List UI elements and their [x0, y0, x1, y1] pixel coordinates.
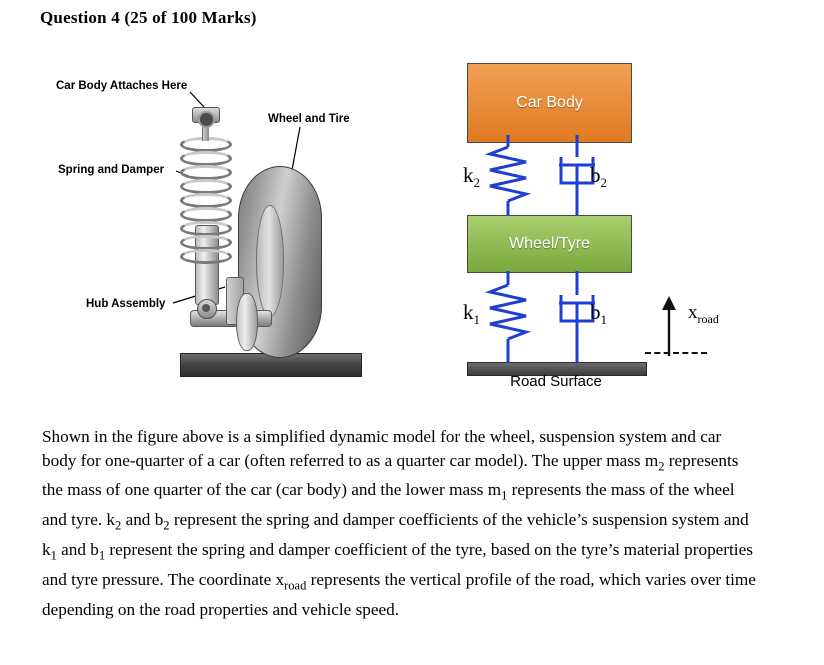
coil-spring: [180, 137, 232, 269]
para-sub-6: 1: [98, 548, 106, 563]
para-part-2: represents the mass of one quarter of the car (car body) and the lower mass m: [42, 450, 739, 500]
para-part-7: represent the spring and damper coefficient of the tyre, based on the tyre’s material properties and tyre pressure. The coordinate x: [42, 540, 753, 590]
label-spring-and-damper: Spring and Damper: [58, 164, 165, 176]
para-part-1: Shown in the figure above is a simplified dynamic model for the wheel, suspension system and car body for one-quarter of a car (often referred to as a quarter car model). The upper mass m: [42, 427, 722, 470]
block-car-body: [467, 63, 632, 143]
road-surface-label: Road Surface: [510, 373, 602, 390]
spring-k2: [490, 135, 526, 215]
para-sub-7: road: [284, 578, 307, 593]
suspension-illustration: [40, 55, 410, 395]
symbol-k1: $k_1$: [463, 300, 480, 328]
page-title: Question 4 (25 of 100 Marks): [40, 8, 257, 27]
lumped-mass-schematic: [440, 55, 780, 395]
label-hub-assembly: Hub Assembly: [86, 298, 166, 310]
para-sub-3: 2: [115, 518, 122, 533]
para-sub-2: 1: [501, 488, 508, 503]
para-part-4: and b: [121, 510, 164, 530]
tire-sidewall: [256, 205, 284, 317]
para-part-8: represents the vertical profile of the road, which varies over time depending on the road properties and vehicle speed.: [42, 570, 756, 620]
block-wheel-tyre: [467, 215, 632, 273]
symbol-b1: $b_1$: [590, 300, 607, 328]
symbol-b2: $b_2$: [590, 163, 607, 191]
road-datum-dashed-line: [645, 352, 707, 354]
para-part-3: represents the mass of the wheel and tyre. k: [42, 480, 735, 530]
question-body-text: [42, 425, 757, 622]
para-sub-5: 1: [50, 548, 57, 563]
spring-k1: [490, 271, 526, 363]
symbol-k2: $k_2$: [463, 163, 480, 191]
para-sub-4: 2: [163, 518, 170, 533]
hub-disc: [236, 293, 258, 351]
symbol-xroad: $x_{road}$: [688, 302, 719, 326]
figure-quarter-car-model: [0, 55, 824, 405]
strut-top-bushing: [198, 111, 215, 128]
block-car-body-label: Car Body: [516, 94, 583, 111]
para-part-5: represent the spring and damper coefficients of the vehicle’s suspension system and k: [42, 510, 749, 560]
label-car-body-attaches-here: Car Body Attaches Here: [56, 80, 188, 92]
para-part-6: and b: [56, 540, 99, 560]
para-sub-1: 2: [658, 458, 665, 473]
label-wheel-and-tire: Wheel and Tire: [268, 113, 350, 125]
damper-lower-bolt: [202, 304, 210, 312]
block-wheel-tyre-label: Wheel/Tyre: [509, 235, 590, 252]
